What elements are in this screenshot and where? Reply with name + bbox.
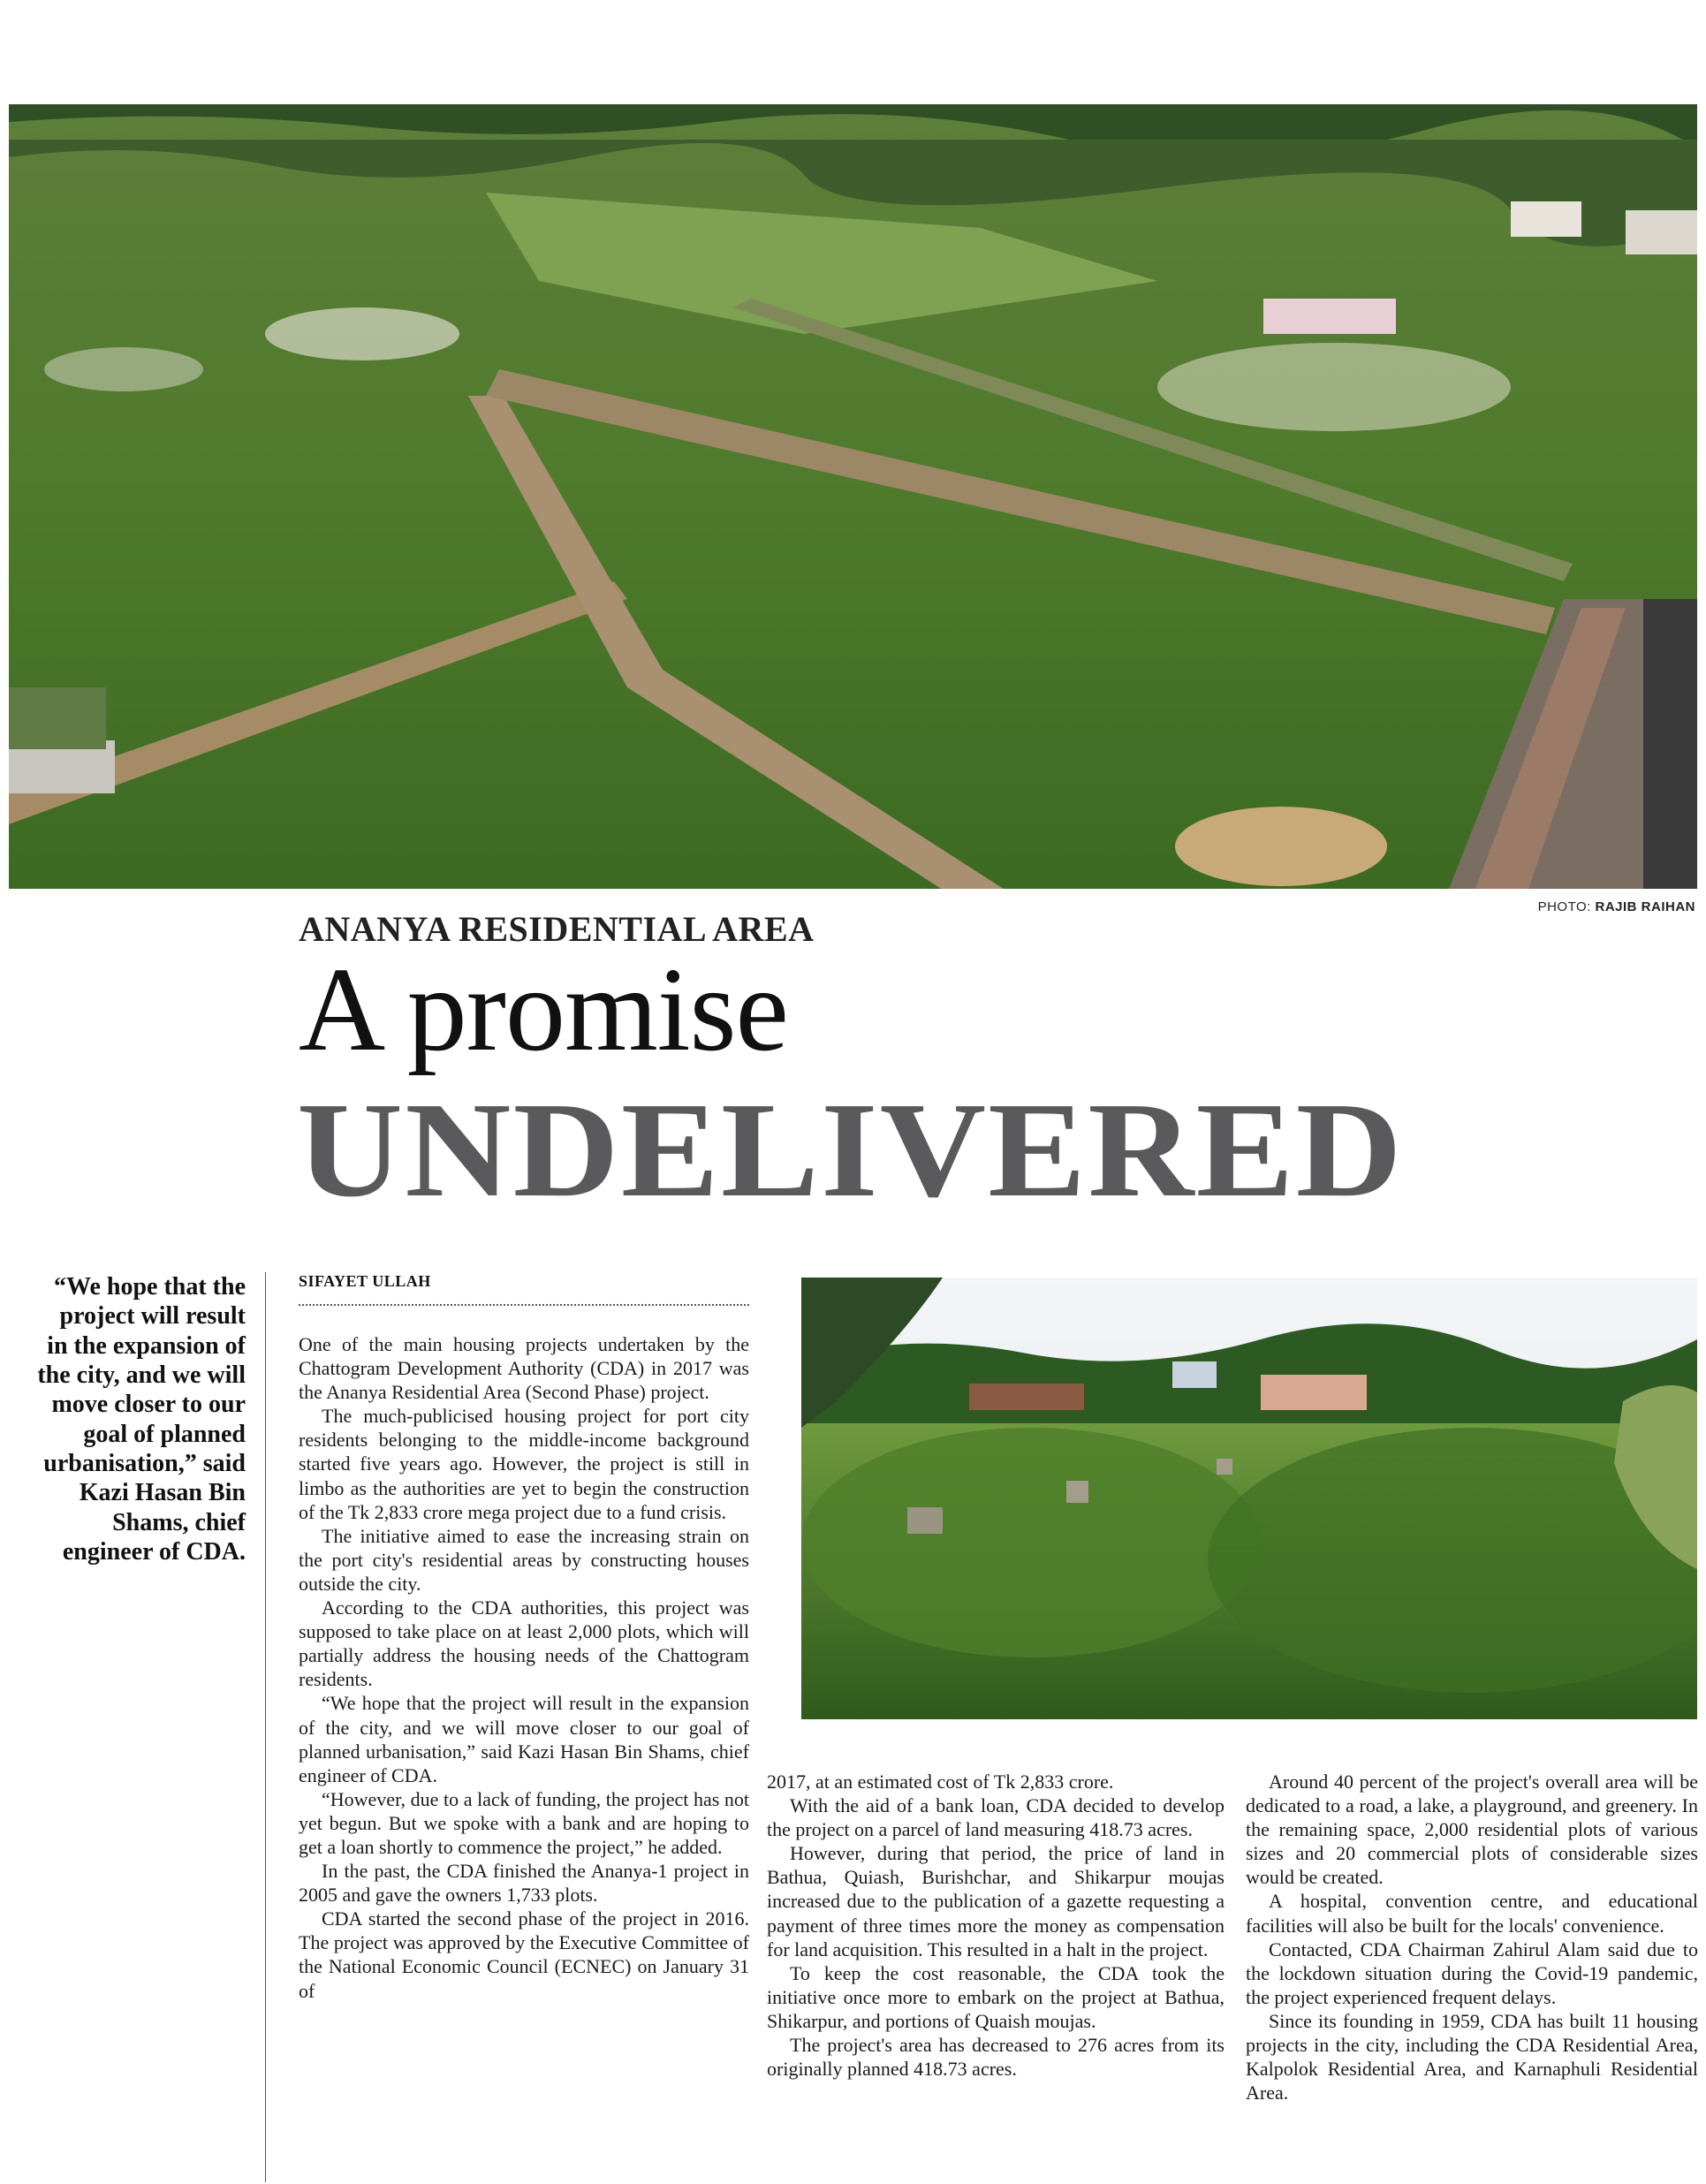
pull-quote: “We hope that the project will result in the expansion of the city, and we will move closer to our goal of planned urbanisation,” said Kazi Hasan Bin Shams, chief engineer of CDA.: [37, 1273, 246, 1566]
headline-line2: UNDELIVERED: [297, 1075, 1404, 1225]
paragraph: Since its founding in 1959, CDA has built 11 housing projects in the city, including the CDA Residential Area, Kalpolok Residential Area, and Karnaphuli Residential Area.: [1246, 2009, 1698, 2104]
paragraph: A hospital, convention centre, and educational facilities will also be built for the locals' convenience.: [1246, 1890, 1698, 1937]
photo-credit-label: PHOTO:: [1537, 899, 1591, 914]
paragraph: To keep the cost reasonable, the CDA took the initiative once more to embark on the project at Bathua, Shikarpur, and portions of Quaish moujas.: [767, 1961, 1225, 2032]
paragraph: CDA started the second phase of the project in 2016. The project was approved by the Executive Committee of the National Economic Council (ECNEC) on January 31 of: [299, 1907, 749, 2002]
paragraph: With the aid of a bank loan, CDA decided to develop the project on a parcel of land measuring 418.73 acres.: [767, 1794, 1225, 1841]
paragraph: The much-publicised housing project for port city residents belonging to the middle-income background started five years ago. However, the project is still in limbo as the authorities are yet to begin the construction of the Tk 2,833 crore mega project due to a fund crisis.: [299, 1405, 749, 1523]
paragraph: “However, due to a lack of funding, the project has not yet begun. But we spoke with a bank and are hoping to get a loan shortly to commence the project,” he added.: [299, 1787, 749, 1858]
body-column-2: [767, 1770, 1225, 2081]
main-photo: [9, 104, 1697, 889]
paragraph: The project's area has decreased to 276 acres from its originally planned 418.73 acres.: [767, 2034, 1225, 2081]
byline-divider: [299, 1304, 749, 1306]
body-column-1: [299, 1332, 749, 2003]
column-divider: [265, 1272, 266, 2182]
paragraph: One of the main housing projects undertaken by the Chattogram Development Authority (CDA) in 2017 was the Ananya Residential Area (Second Phase) project.: [299, 1333, 749, 1404]
photo-credit: [1538, 899, 1695, 914]
paragraph: In the past, the CDA finished the Ananya-1 project in 2005 and gave the owners 1,733 plots.: [299, 1860, 749, 1907]
paragraph: The initiative aimed to ease the increasing strain on the port city's residential areas by constructing houses outside the city.: [299, 1524, 749, 1595]
paragraph: “We hope that the project will result in the expansion of the city, and we will move closer to our goal of planned urbanisation,” said Kazi Hasan Bin Shams, chief engineer of CDA.: [299, 1692, 749, 1786]
kicker: ANANYA RESIDENTIAL AREA: [299, 909, 815, 949]
paragraph: According to the CDA authorities, this project was supposed to take place on at least 2,000 plots, which will partially address the housing needs of the Chattogram residents.: [299, 1596, 749, 1691]
paragraph: However, during that period, the price of land in Bathua, Quiash, Burishchar, and Shikarpur moujas increased due to the publication of a gazette requesting a payment of three times more the money as compensation for land acquisition. This resulted in a halt in the project.: [767, 1842, 1225, 1960]
aerial-landscape-image: [9, 104, 1697, 889]
secondary-photo: [801, 1278, 1697, 1719]
body-column-3: [1246, 1770, 1698, 2104]
photographer-name: RAJIB RAIHAN: [1595, 899, 1695, 914]
headline-line1: A promise: [299, 944, 788, 1076]
overgrown-plot-image: [801, 1278, 1697, 1719]
byline: SIFAYET ULLAH: [299, 1272, 431, 1290]
paragraph: Around 40 percent of the project's overall area will be dedicated to a road, a lake, a playground, and greenery. In the remaining space, 2,000 residential plots of various sizes and 20 commercial plots of considerable sizes would be created.: [1246, 1771, 1698, 1889]
paragraph: Contacted, CDA Chairman Zahirul Alam said due to the lockdown situation during the Covid-19 pandemic, the project experienced frequent delays.: [1246, 1938, 1698, 2008]
paragraph: 2017, at an estimated cost of Tk 2,833 crore.: [767, 1771, 1114, 1793]
